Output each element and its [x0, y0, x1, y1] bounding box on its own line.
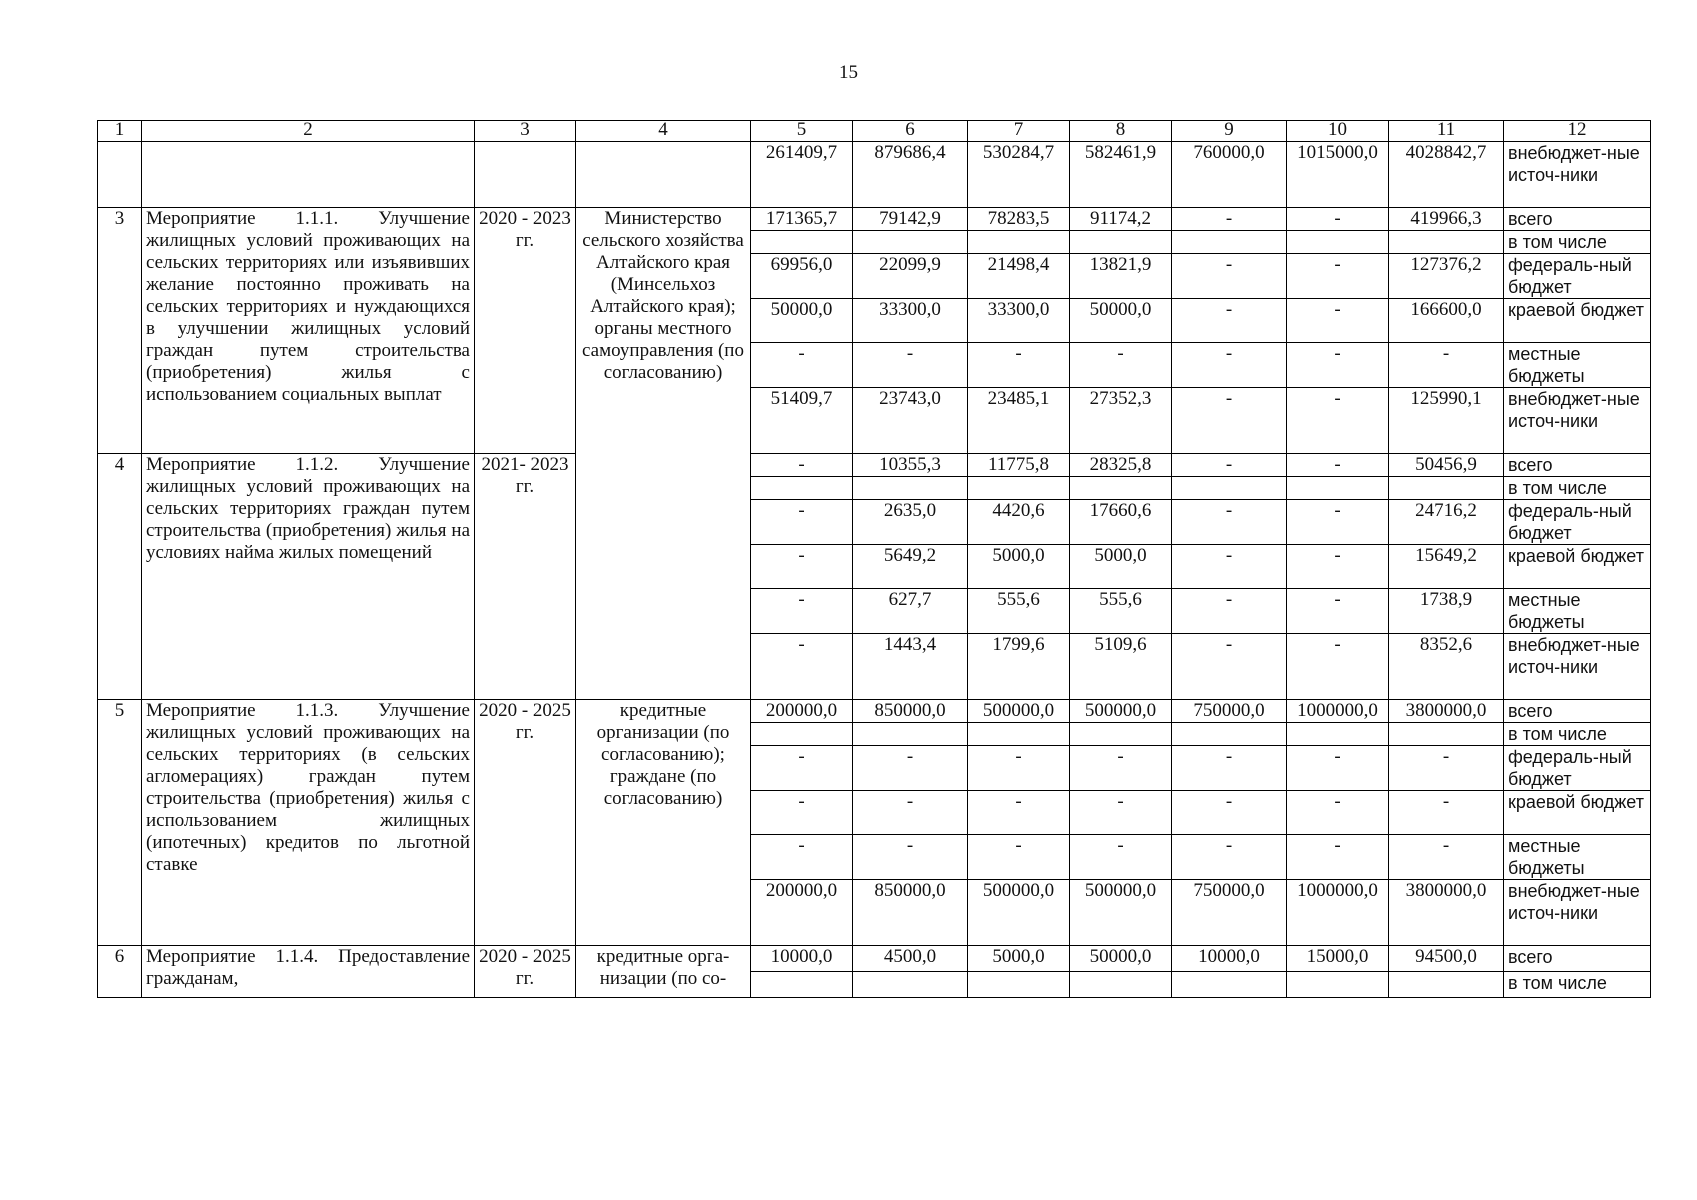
source-cell: краевой бюджет: [1504, 791, 1651, 835]
value-cell: [1172, 231, 1287, 254]
value-cell: -: [853, 746, 968, 791]
source-cell: всего: [1504, 454, 1651, 477]
source-cell: всего: [1504, 700, 1651, 723]
value-cell: -: [1070, 835, 1172, 880]
value-cell: -: [1172, 299, 1287, 343]
value-cell: 582461,9: [1070, 142, 1172, 208]
value-cell: 171365,7: [751, 208, 853, 231]
value-cell: [751, 477, 853, 500]
value-cell: 4500,0: [853, 946, 968, 972]
value-cell: 4420,6: [968, 500, 1070, 545]
value-cell: 15649,2: [1389, 545, 1504, 589]
value-cell: 15000,0: [1287, 946, 1389, 972]
value-cell: 27352,3: [1070, 388, 1172, 454]
value-cell: [1287, 972, 1389, 998]
value-cell: 5109,6: [1070, 634, 1172, 700]
name-cell: Мероприятие 1.1.3. Улучшение жилищных условий проживающих на сельских территориях (в сельских агломерациях) граждан путем строительства (приобретения) жилья с использованием жилищных (ипотечных) кредитов по льготной ставке: [142, 700, 475, 946]
value-cell: 530284,7: [968, 142, 1070, 208]
value-cell: 3800000,0: [1389, 700, 1504, 723]
value-cell: -: [1287, 299, 1389, 343]
value-cell: 1000000,0: [1287, 880, 1389, 946]
value-cell: 1000000,0: [1287, 700, 1389, 723]
value-cell: -: [1070, 746, 1172, 791]
value-cell: -: [1172, 791, 1287, 835]
executor-cell: [576, 142, 751, 208]
executor-cell: кредитные орга-низации (по со-: [576, 946, 751, 998]
value-cell: 50456,9: [1389, 454, 1504, 477]
source-cell: федераль-ный бюджет: [1504, 746, 1651, 791]
header-cell: 1: [98, 121, 142, 142]
value-cell: -: [1287, 454, 1389, 477]
value-cell: 419966,3: [1389, 208, 1504, 231]
value-cell: 750000,0: [1172, 700, 1287, 723]
value-cell: 4028842,7: [1389, 142, 1504, 208]
source-cell: внебюджет-ные источ-ники: [1504, 634, 1651, 700]
value-cell: 750000,0: [1172, 880, 1287, 946]
value-cell: 1015000,0: [1287, 142, 1389, 208]
value-cell: -: [853, 835, 968, 880]
value-cell: 50000,0: [751, 299, 853, 343]
source-cell: краевой бюджет: [1504, 299, 1651, 343]
value-cell: [1287, 477, 1389, 500]
value-cell: 13821,9: [1070, 254, 1172, 299]
value-cell: 23485,1: [968, 388, 1070, 454]
value-cell: 166600,0: [1389, 299, 1504, 343]
value-cell: 261409,7: [751, 142, 853, 208]
value-cell: 78283,5: [968, 208, 1070, 231]
value-cell: -: [1287, 634, 1389, 700]
value-cell: 2635,0: [853, 500, 968, 545]
value-cell: -: [1070, 343, 1172, 388]
source-cell: федераль-ный бюджет: [1504, 254, 1651, 299]
value-cell: 50000,0: [1070, 299, 1172, 343]
executor-cell: кредитные организации (по согласованию); граждане (по согласованию): [576, 700, 751, 946]
period-cell: [475, 142, 576, 208]
period-cell: 2020 - 2025 гг.: [475, 946, 576, 998]
number-cell: 6: [98, 946, 142, 998]
value-cell: 50000,0: [1070, 946, 1172, 972]
value-cell: [853, 972, 968, 998]
name-cell: Мероприятие 1.1.2. Улучшение жилищных условий проживающих на сельских территориях граждан путем строительства (приобретения) жилья на условиях найма жилых помещений: [142, 454, 475, 700]
value-cell: 21498,4: [968, 254, 1070, 299]
value-cell: 69956,0: [751, 254, 853, 299]
header-cell: 6: [853, 121, 968, 142]
value-cell: [1070, 477, 1172, 500]
value-cell: 10000,0: [751, 946, 853, 972]
value-cell: [1172, 972, 1287, 998]
value-cell: [1389, 972, 1504, 998]
value-cell: [1287, 723, 1389, 746]
value-cell: -: [1287, 589, 1389, 634]
value-cell: -: [968, 835, 1070, 880]
value-cell: 33300,0: [853, 299, 968, 343]
value-cell: 200000,0: [751, 880, 853, 946]
value-cell: -: [1172, 388, 1287, 454]
number-cell: [98, 142, 142, 208]
value-cell: 1799,6: [968, 634, 1070, 700]
source-cell: внебюджет-ные источ-ники: [1504, 142, 1651, 208]
value-cell: 51409,7: [751, 388, 853, 454]
value-cell: -: [751, 545, 853, 589]
period-cell: 2021- 2023 гг.: [475, 454, 576, 700]
value-cell: 760000,0: [1172, 142, 1287, 208]
header-cell: 7: [968, 121, 1070, 142]
source-cell: в том числе: [1504, 972, 1651, 998]
value-cell: -: [751, 589, 853, 634]
value-cell: 10000,0: [1172, 946, 1287, 972]
value-cell: -: [1287, 208, 1389, 231]
table-row: [98, 700, 1651, 723]
value-cell: -: [853, 343, 968, 388]
value-cell: 555,6: [1070, 589, 1172, 634]
value-cell: 94500,0: [1389, 946, 1504, 972]
value-cell: -: [1172, 545, 1287, 589]
value-cell: [751, 231, 853, 254]
value-cell: [968, 477, 1070, 500]
value-cell: [1389, 477, 1504, 500]
source-cell: внебюджет-ные источ-ники: [1504, 388, 1651, 454]
header-row: [98, 121, 1651, 142]
value-cell: -: [1172, 589, 1287, 634]
value-cell: [853, 477, 968, 500]
value-cell: -: [751, 500, 853, 545]
value-cell: 5000,0: [1070, 545, 1172, 589]
value-cell: 879686,4: [853, 142, 968, 208]
period-cell: 2020 - 2025 гг.: [475, 700, 576, 946]
source-cell: всего: [1504, 946, 1651, 972]
page-number: 15: [839, 62, 858, 83]
number-cell: 3: [98, 208, 142, 454]
value-cell: 22099,9: [853, 254, 968, 299]
value-cell: 127376,2: [1389, 254, 1504, 299]
value-cell: -: [1172, 208, 1287, 231]
header-cell: 11: [1389, 121, 1504, 142]
source-cell: в том числе: [1504, 231, 1651, 254]
header-cell: 10: [1287, 121, 1389, 142]
value-cell: 11775,8: [968, 454, 1070, 477]
value-cell: -: [968, 343, 1070, 388]
value-cell: 33300,0: [968, 299, 1070, 343]
header-cell: 5: [751, 121, 853, 142]
value-cell: -: [1172, 746, 1287, 791]
value-cell: -: [1172, 254, 1287, 299]
table-row: [98, 454, 1651, 477]
value-cell: -: [1389, 746, 1504, 791]
value-cell: -: [1172, 454, 1287, 477]
value-cell: -: [1287, 835, 1389, 880]
source-cell: в том числе: [1504, 477, 1651, 500]
value-cell: 3800000,0: [1389, 880, 1504, 946]
source-cell: краевой бюджет: [1504, 545, 1651, 589]
number-cell: 5: [98, 700, 142, 946]
value-cell: [1172, 477, 1287, 500]
table-row: [98, 946, 1651, 972]
value-cell: 79142,9: [853, 208, 968, 231]
value-cell: -: [853, 791, 968, 835]
name-cell: Мероприятие 1.1.1. Улучшение жилищных условий проживающих на сельских территориях или изъявивших желание постоянно проживать на сельских территориях и нуждающихся в улучшении жилищных условий граждан путем строительства (приобретения) жилья с использованием социальных выплат: [142, 208, 475, 454]
value-cell: 5649,2: [853, 545, 968, 589]
executor-cell: Министерство сельского хозяйства Алтайского края (Минсельхоз Алтайского края); органы местного самоуправления (по согласованию): [576, 208, 751, 700]
value-cell: [968, 231, 1070, 254]
value-cell: 500000,0: [1070, 700, 1172, 723]
value-cell: 24716,2: [1389, 500, 1504, 545]
value-cell: -: [1172, 343, 1287, 388]
source-cell: местные бюджеты: [1504, 343, 1651, 388]
table-row: [98, 208, 1651, 231]
header-cell: 3: [475, 121, 576, 142]
value-cell: 5000,0: [968, 946, 1070, 972]
value-cell: -: [1287, 545, 1389, 589]
value-cell: -: [751, 791, 853, 835]
value-cell: -: [751, 835, 853, 880]
value-cell: -: [1287, 388, 1389, 454]
source-cell: местные бюджеты: [1504, 835, 1651, 880]
value-cell: [968, 723, 1070, 746]
value-cell: -: [968, 791, 1070, 835]
value-cell: -: [1172, 500, 1287, 545]
value-cell: -: [968, 746, 1070, 791]
value-cell: -: [1287, 343, 1389, 388]
value-cell: 23743,0: [853, 388, 968, 454]
name-cell: Мероприятие 1.1.4. Предоставление гражданам,: [142, 946, 475, 998]
value-cell: [853, 723, 968, 746]
value-cell: -: [751, 454, 853, 477]
value-cell: [1287, 231, 1389, 254]
value-cell: -: [1070, 791, 1172, 835]
value-cell: [968, 972, 1070, 998]
value-cell: 28325,8: [1070, 454, 1172, 477]
value-cell: [1172, 723, 1287, 746]
value-cell: 500000,0: [968, 880, 1070, 946]
value-cell: 500000,0: [968, 700, 1070, 723]
value-cell: -: [1287, 254, 1389, 299]
value-cell: [853, 231, 968, 254]
value-cell: -: [751, 746, 853, 791]
value-cell: 500000,0: [1070, 880, 1172, 946]
value-cell: [1389, 723, 1504, 746]
header-cell: 9: [1172, 121, 1287, 142]
table-row-continuation: [98, 142, 1651, 208]
value-cell: [1070, 972, 1172, 998]
value-cell: 850000,0: [853, 700, 968, 723]
value-cell: -: [1389, 343, 1504, 388]
value-cell: -: [751, 343, 853, 388]
header-cell: 12: [1504, 121, 1651, 142]
value-cell: -: [1287, 791, 1389, 835]
value-cell: 200000,0: [751, 700, 853, 723]
header-cell: 8: [1070, 121, 1172, 142]
value-cell: [1389, 231, 1504, 254]
value-cell: 17660,6: [1070, 500, 1172, 545]
value-cell: -: [751, 634, 853, 700]
value-cell: 1738,9: [1389, 589, 1504, 634]
source-cell: в том числе: [1504, 723, 1651, 746]
budget-table: [97, 120, 1651, 998]
value-cell: 627,7: [853, 589, 968, 634]
value-cell: -: [1287, 500, 1389, 545]
source-cell: местные бюджеты: [1504, 589, 1651, 634]
value-cell: -: [1389, 835, 1504, 880]
value-cell: [751, 972, 853, 998]
value-cell: 555,6: [968, 589, 1070, 634]
period-cell: 2020 - 2023 гг.: [475, 208, 576, 454]
value-cell: 10355,3: [853, 454, 968, 477]
value-cell: 91174,2: [1070, 208, 1172, 231]
header-cell: 4: [576, 121, 751, 142]
source-cell: федераль-ный бюджет: [1504, 500, 1651, 545]
number-cell: 4: [98, 454, 142, 700]
name-cell: [142, 142, 475, 208]
value-cell: -: [1389, 791, 1504, 835]
value-cell: [751, 723, 853, 746]
value-cell: -: [1172, 634, 1287, 700]
value-cell: 8352,6: [1389, 634, 1504, 700]
source-cell: всего: [1504, 208, 1651, 231]
value-cell: 850000,0: [853, 880, 968, 946]
value-cell: -: [1172, 835, 1287, 880]
value-cell: 1443,4: [853, 634, 968, 700]
header-cell: 2: [142, 121, 475, 142]
value-cell: -: [1287, 746, 1389, 791]
value-cell: [1070, 231, 1172, 254]
source-cell: внебюджет-ные источ-ники: [1504, 880, 1651, 946]
value-cell: [1070, 723, 1172, 746]
value-cell: 125990,1: [1389, 388, 1504, 454]
value-cell: 5000,0: [968, 545, 1070, 589]
